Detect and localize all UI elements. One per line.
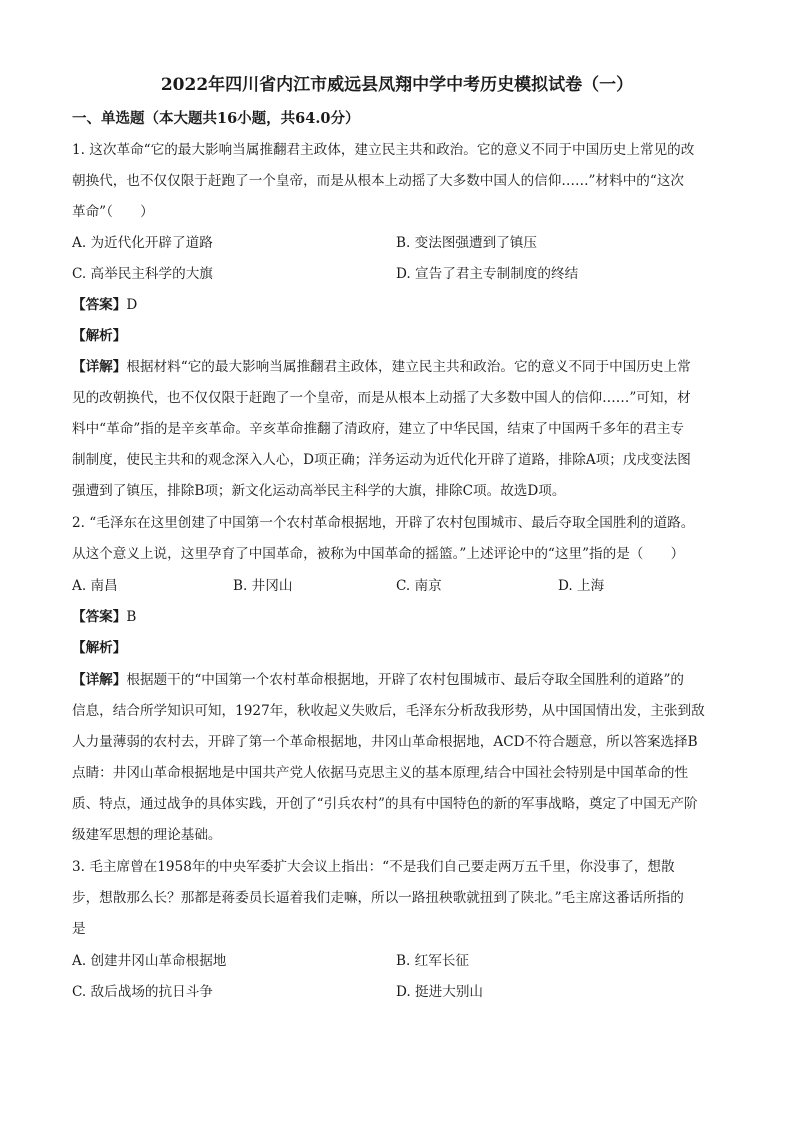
q1-stem-line-1: 1. 这次革命“它的最大影响当属推翻君主政体，建立民主共和政治。它的意义不同于中国历史上常见的改 — [72, 142, 695, 158]
q3-option-a: A. 创建井冈山革命根据地 — [72, 953, 227, 969]
q2-stem-line-2: 从这个意义上说，这里孕育了中国革命，被称为中国革命的摇篮。”上述评论中的“这里”指的是（ ） — [72, 546, 685, 562]
q3-option-c: C. 敌后战场的抗日斗争 — [72, 984, 213, 1000]
section-heading: 一、单选题（本大题共16小题，共64.0分） — [72, 110, 360, 127]
q2-analysis — [72, 639, 126, 657]
q1-answer-label: 【答案】 — [72, 297, 127, 313]
q1-detail-text-1: 根据材料“它的最大影响当属推翻君主政体，建立民主共和政治。它的意义不同于中国历史上常 — [126, 359, 691, 375]
q2-option-b: B. 井冈山 — [233, 578, 293, 594]
q1-detail-line-1 — [72, 358, 691, 376]
page-title: 2022年四川省内江市威远县凤翔中学中考历史模拟试卷（一） — [160, 75, 634, 95]
q1-answer-value: D — [126, 297, 138, 313]
q2-option-c: C. 南京 — [396, 578, 442, 594]
q1-stem-line-2: 朝换代，也不仅仅限于赶跑了一个皇帝，而是从根本上动摇了大多数中国人的信仰……”材料中的“这次 — [72, 173, 685, 189]
q2-stem-line-1: 2. “毛泽东在这里创建了中国第一个农村革命根据地，开辟了农村包围城市、最后夺取全国胜利的道路。 — [72, 515, 695, 531]
q1-analysis-label: 【解析】 — [72, 328, 127, 344]
q1-option-b: B. 变法图强遭到了镇压 — [396, 235, 537, 251]
q1-detail-line-2: 见的改朝换代，也不仅仅限于赶跑了一个皇帝，而是从根本上动摇了大多数中国人的信仰……”可知，材 — [72, 390, 691, 406]
q1-answer — [72, 296, 137, 314]
q1-analysis — [72, 327, 126, 345]
q2-detail-line-2: 信息，结合所学知识可知，1927年，秋收起义失败后，毛泽东分析敌我形势，从中国国情出发，主张到敌 — [72, 703, 705, 719]
q1-option-d: D. 宣告了君主专制制度的终结 — [396, 266, 579, 282]
q2-detail-line-1 — [72, 671, 684, 689]
q2-detail-line-5: 质、特点，通过战争的具体实践，开创了“引兵农村”的具有中国特色的新的军事战略，奠定了中国无产阶 — [72, 796, 698, 812]
q1-option-c: C. 高举民主科学的大旗 — [72, 266, 213, 282]
q2-detail-line-3: 人力量薄弱的农村去，开辟了第一个革命根据地，井冈山革命根据地，ACD不符合题意，所以答案选择B — [72, 734, 698, 750]
q2-option-a: A. 南昌 — [72, 578, 118, 594]
q2-detail-line-4: 点睛：井冈山革命根据地是中国共产党人依据马克思主义的基本原理,结合中国社会特别是中国革命的性 — [72, 765, 689, 781]
q3-stem-line-1: 3. 毛主席曾在1958年的中央军委扩大会议上指出：“不是我们自己要走两万五千里，你没事了，想散 — [72, 859, 675, 875]
q3-stem-line-2: 步，想散那么长？那都是蒋委员长逼着我们走嘛，所以一路扭秧歌就扭到了陕北。”毛主席这番话所指的 — [72, 890, 684, 906]
q1-option-a: A. 为近代化开辟了道路 — [72, 235, 213, 251]
q2-option-d: D. 上海 — [558, 578, 605, 594]
q3-option-b: B. 红军长征 — [396, 953, 470, 969]
q2-detail-line-6: 级建军思想的理论基础。 — [72, 827, 222, 843]
q2-detail-text-1: 根据题干的“中国第一个农村革命根据地，开辟了农村包围城市、最后夺取全国胜利的道路”的 — [126, 672, 685, 688]
q1-stem-line-3: 革命”（ ） — [72, 204, 154, 220]
q2-answer-label: 【答案】 — [72, 609, 127, 625]
q2-answer — [72, 608, 136, 626]
q3-stem-line-3: 是 — [72, 921, 86, 937]
q2-answer-value: B — [126, 609, 137, 625]
q1-detail-line-3: 料中“革命”指的是辛亥革命。辛亥革命推翻了清政府，建立了中华民国，结束了中国两千多年的君主专 — [72, 421, 685, 437]
q3-option-d: D. 挺进大别山 — [396, 984, 484, 1000]
q2-detail-label: 【详解】 — [72, 672, 127, 688]
q2-analysis-label: 【解析】 — [72, 640, 127, 656]
q1-detail-line-4: 制制度，使民主共和的观念深入人心，D项正确；洋务运动为近代化开辟了道路，排除A项；戊戌变法图 — [72, 452, 691, 468]
q1-detail-label: 【详解】 — [72, 359, 127, 375]
q1-detail-line-5: 强遭到了镇压，排除B项；新文化运动高举民主科学的大旗，排除C项。故选D项。 — [72, 483, 566, 499]
